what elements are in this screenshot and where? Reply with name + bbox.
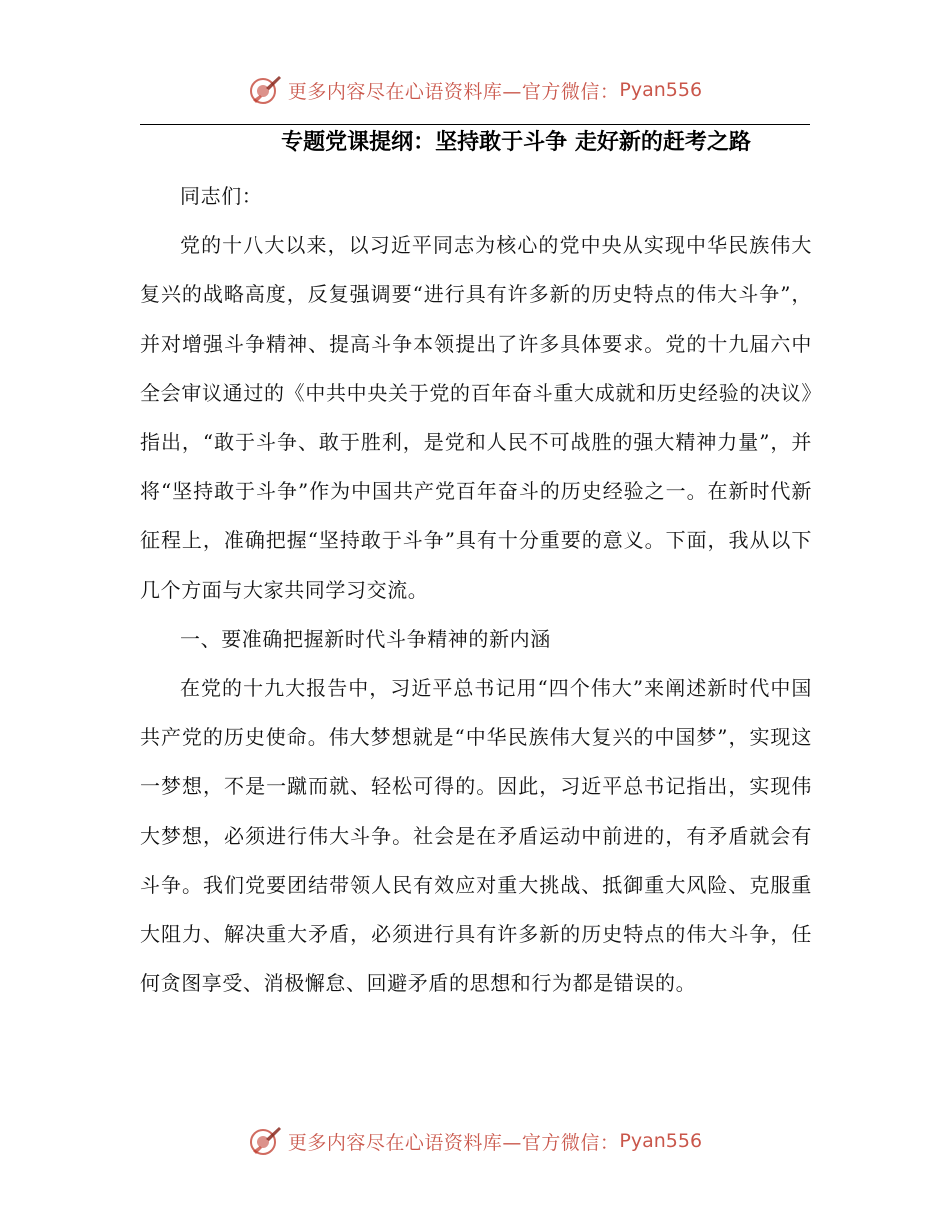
watermark-text: 更多内容尽在心语资料库—官方微信： <box>287 80 620 103</box>
body-paragraph: 在党的十九大报告中，习近平总书记用“四个伟大”来阐述新时代中国共产党的历史使命。伟大梦想就是“中华民族伟大复兴的中国梦”，实现这一梦想，不是一蹴而就、轻松可得的。因此，习近平总书记指出，实现伟大梦想，必须进行伟大斗争。社会是在矛盾运动中前进的，有矛盾就会有斗争。我们党要团结带领人民有效应对重大挑战、抵御重大风险、克服重大阻力、解决重大矛盾，必须进行具有许多新的历史特点的伟大斗争，任何贪图享受、消极懈怠、回避矛盾的思想和行为都是错误的。 <box>140 676 812 996</box>
pen-nib-logo-icon <box>248 1124 282 1158</box>
pen-nib-logo-icon <box>248 73 282 107</box>
watermark-text: 更多内容尽在心语资料库—官方微信： <box>287 1131 620 1154</box>
document-title: 专题党课提纲：坚持敢于斗争 走好新的赶考之路 <box>281 130 751 155</box>
header-rule <box>140 124 810 125</box>
watermark-banner-bottom <box>0 1119 950 1163</box>
watermark-wechat-id: Pyan556 <box>619 79 703 101</box>
document-body <box>140 172 812 1008</box>
watermark-banner-top <box>0 68 950 112</box>
section-heading: 一、要准确把握新时代斗争精神的新内涵 <box>180 626 551 651</box>
body-paragraph: 党的十八大以来，以习近平同志为核心的党中央从实现中华民族伟大复兴的战略高度，反复强调要“进行具有许多新的历史特点的伟大斗争”，并对增强斗争精神、提高斗争本领提出了许多具体要求。党的十九届六中全会审议通过的《中共中央关于党的百年奋斗重大成就和历史经验的决议》指出，“敢于斗争、敢于胜利，是党和人民不可战胜的强大精神力量”，并将“坚持敢于斗争”作为中国共产党百年奋斗的历史经验之一。在新时代新征程上，准确把握“坚持敢于斗争”具有十分重要的意义。下面，我从以下几个方面与大家共同学习交流。 <box>140 233 812 602</box>
salutation: 同志们： <box>180 184 263 208</box>
watermark-wechat-id: Pyan556 <box>619 1130 703 1152</box>
